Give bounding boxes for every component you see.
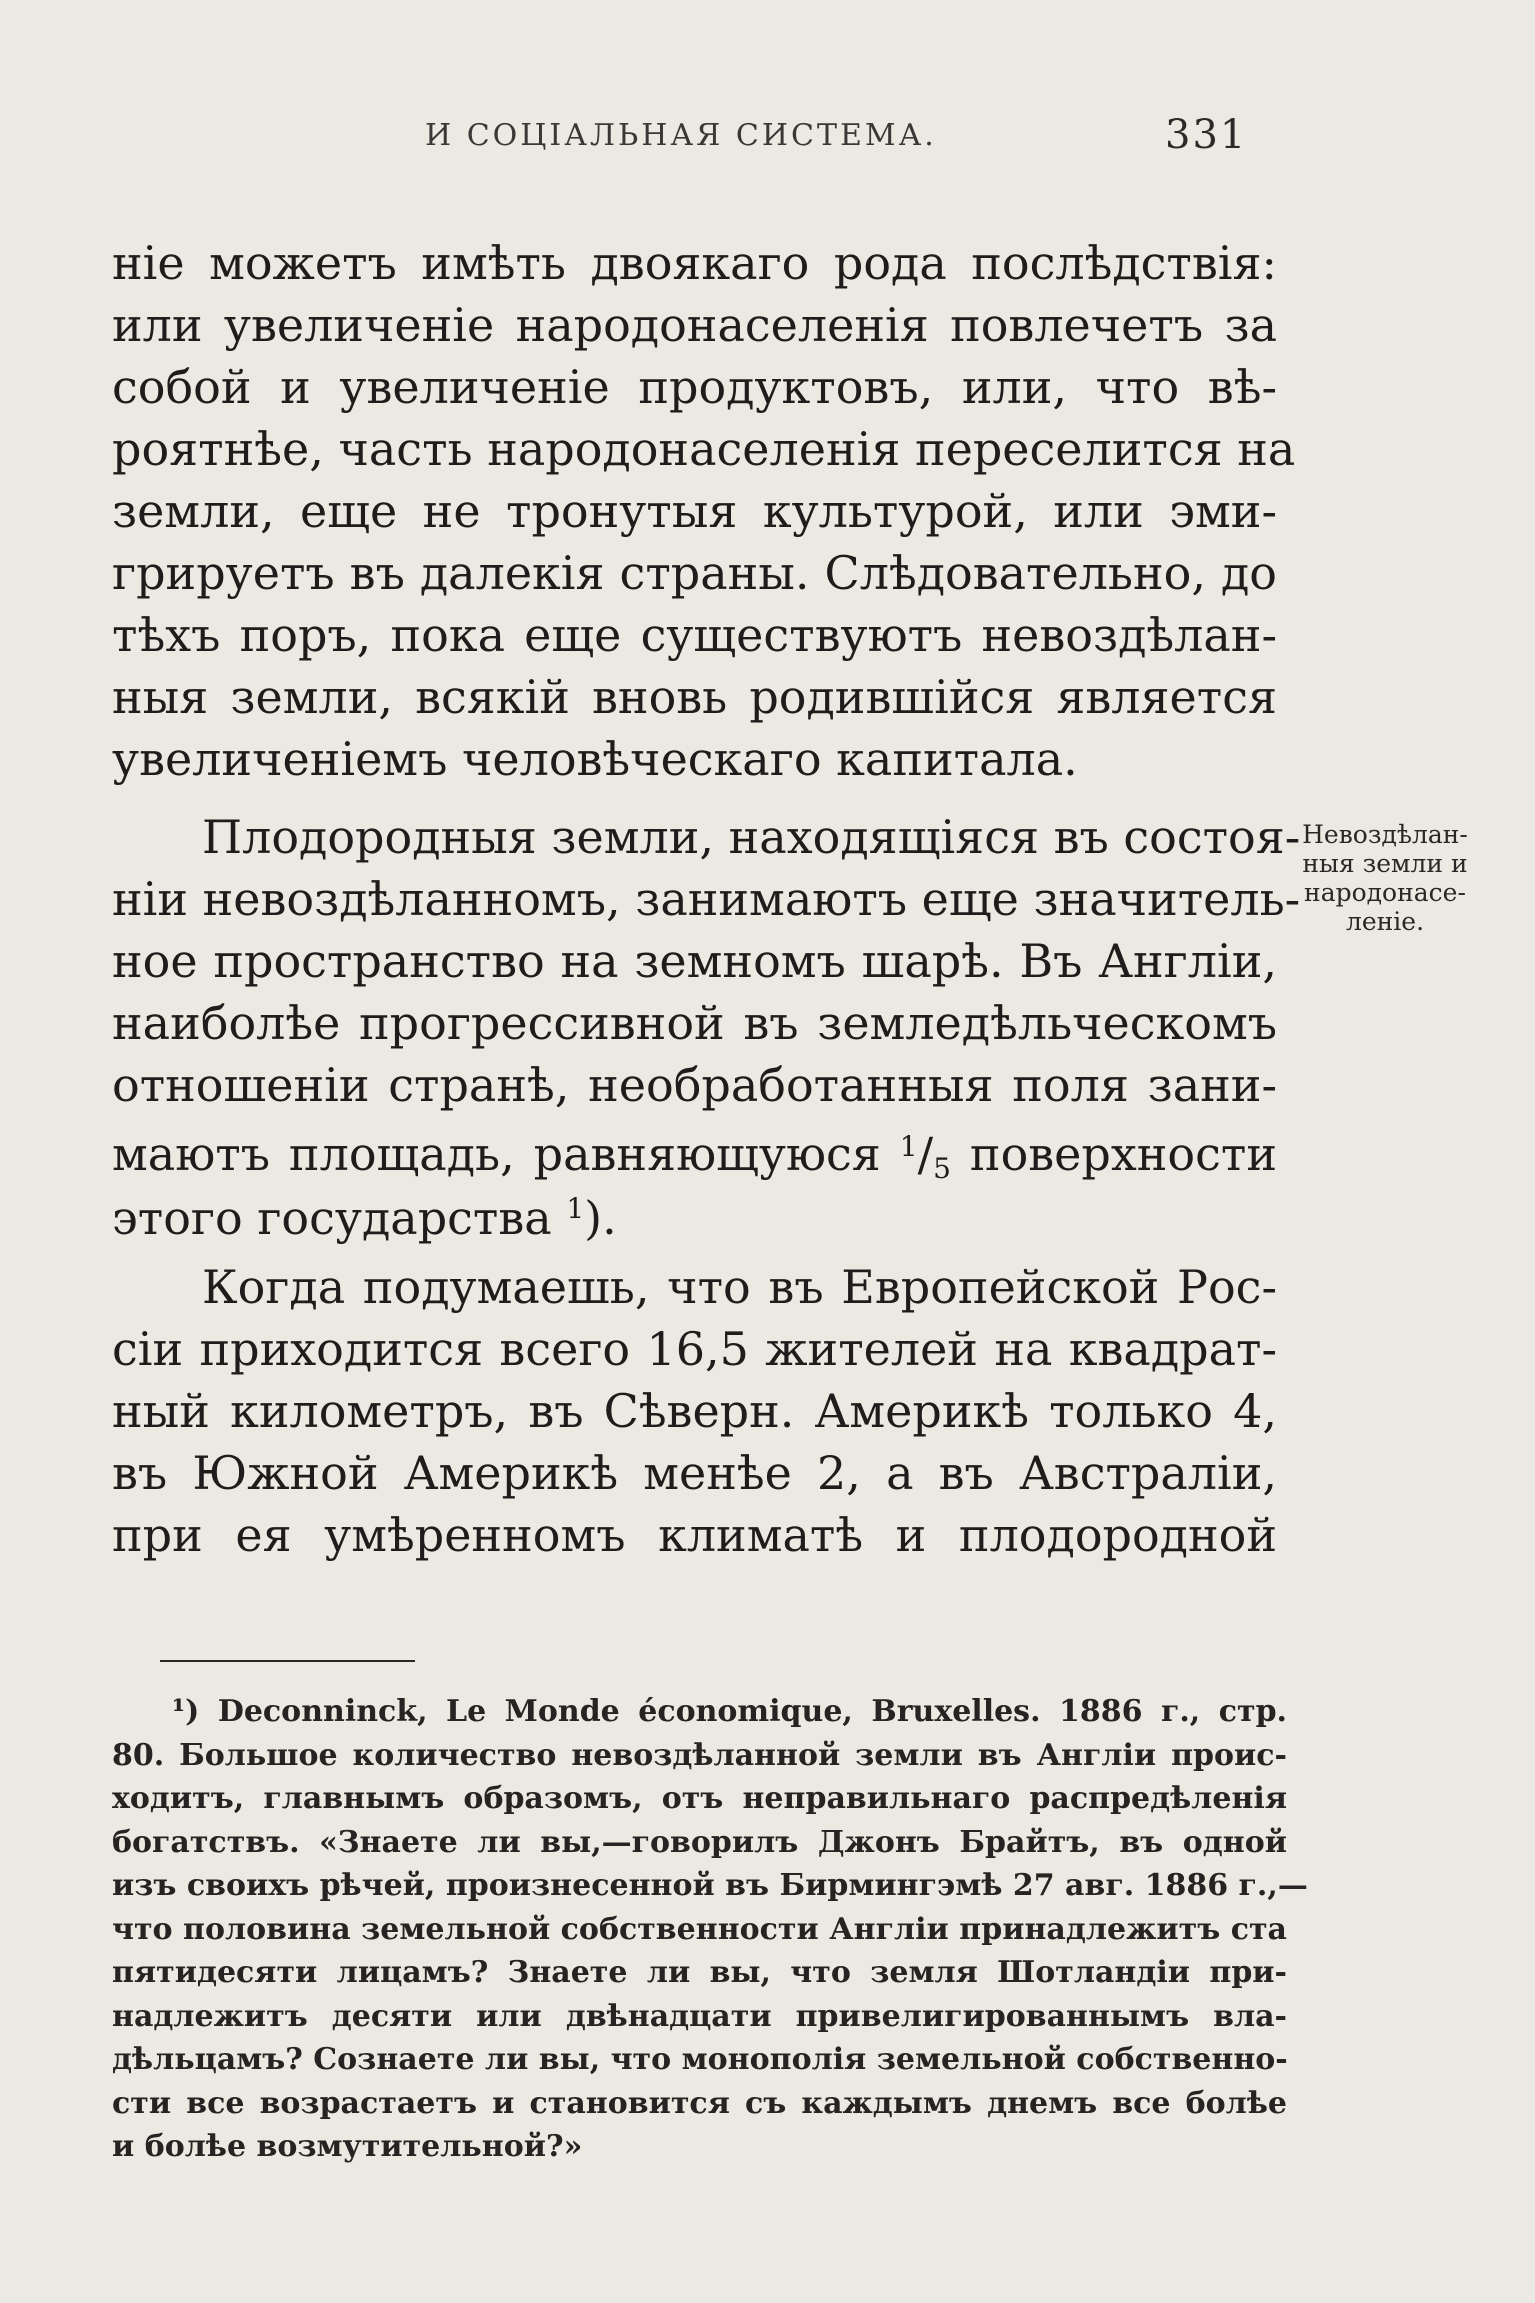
footnote-line: надлежитъ десяти или двѣнадцати привелигированнымъ вла-	[112, 1998, 1287, 2034]
text-line: ніи невоздѣланномъ, занимаютъ еще значитель-	[112, 872, 1301, 926]
footnote-line: дѣльцамъ? Сознаете ли вы, что монополія земельной собственно-	[112, 2042, 1288, 2077]
margin-note	[1265, 820, 1505, 936]
text-line: или увеличеніе народонаселенія повлечетъ за	[112, 298, 1277, 352]
text-line: ное пространство на земномъ шарѣ. Въ Англіи,	[112, 934, 1277, 988]
footnote-line: сти все возрастаетъ и становится съ каждымъ днемъ все болѣе	[112, 2085, 1287, 2121]
text-line: сіи приходится всего 16,5 жителей на квадрат-	[112, 1322, 1277, 1376]
footnote-line: 80. Большое количество невоздѣланной земли въ Англіи проис-	[112, 1737, 1287, 1773]
closing-line-text: этого государства	[112, 1191, 552, 1245]
fraction-line-after: поверхности	[969, 1127, 1277, 1181]
text-line: ныя земли, всякій вновь родившійся является	[112, 670, 1277, 724]
footnote-line: богатствъ. «Знаете ли вы,—говорилъ Джонъ Брайтъ, въ одной	[112, 1824, 1287, 1860]
text-line: тѣхъ поръ, пока еще существуютъ невоздѣлан-	[112, 608, 1277, 662]
text-line: въ Южной Америкѣ менѣе 2, а въ Австраліи,	[112, 1446, 1277, 1500]
paragraph-3	[112, 1256, 1277, 1566]
text-line: Когда подумаешь, что въ Европейской Рос-	[202, 1260, 1277, 1314]
text-line: ніе можетъ имѣть двоякаго рода послѣдствія:	[112, 236, 1277, 290]
margin-note-line: Невоздѣлан-	[1302, 820, 1468, 849]
fraction-numerator: 1	[899, 1130, 918, 1163]
text-line: земли, еще не тронутыя культурой, или эми-	[112, 484, 1277, 538]
text-line: грируетъ въ далекія страны. Слѣдовательно, до	[112, 546, 1277, 600]
footnote-line: и болѣе возмутительной?»	[112, 2129, 583, 2164]
text-line: увеличеніемъ человѣческаго капитала.	[112, 732, 1078, 786]
footnote-separator	[160, 1660, 415, 1662]
text-line: роятнѣе, часть народонаселенія переселится на	[112, 422, 1296, 476]
text-line: Плодородныя земли, находящіяся въ состоя-	[202, 810, 1301, 864]
footnote-line: пятидесяти лицамъ? Знаете ли вы, что земля Шотландіи при-	[112, 1955, 1287, 1990]
text-line: наиболѣе прогрессивной въ земледѣльческомъ	[112, 996, 1277, 1050]
fraction-line-before: маютъ площадь, равняющуюся	[112, 1127, 881, 1181]
margin-note-line: ныя земли и	[1302, 849, 1468, 878]
page-number: 331	[1165, 112, 1248, 158]
footnote-mark: 1	[566, 1192, 585, 1225]
footnote-line: ходитъ, главнымъ образомъ, отъ неправильнаго распредѣленія	[112, 1781, 1287, 1816]
margin-note-line: леніе.	[1345, 907, 1425, 936]
running-title: И СОЦІАЛЬНАЯ СИСТЕМА.	[425, 118, 937, 153]
paragraph-1	[112, 232, 1296, 790]
footnote-line: что половина земельной собственности Англіи принадлежитъ ста	[112, 1911, 1287, 1947]
text-line-with-footnote-mark	[112, 1178, 1277, 1245]
closing-line-end: ).	[584, 1191, 617, 1245]
text-line: отношеніи странѣ, необработанныя поля зани-	[112, 1058, 1277, 1112]
fraction-denominator: 5	[933, 1152, 951, 1185]
footnote-line: ¹) Deconninck, Le Monde économique, Bruxelles. 1886 г., стр.	[172, 1694, 1287, 1729]
margin-note-line: народонасе-	[1304, 878, 1466, 907]
text-line: собой и увеличеніе продуктовъ, или, что вѣ-	[112, 360, 1277, 414]
text-line: ный километръ, въ Сѣверн. Америкѣ только 4,	[112, 1384, 1277, 1438]
main-text	[112, 232, 1301, 1566]
footnote-line: изъ своихъ рѣчей, произнесенной въ Бирмингэмѣ 27 авг. 1886 г.,—	[112, 1868, 1308, 1903]
paragraph-2	[112, 806, 1301, 1245]
footnote	[112, 1690, 1308, 2169]
fraction-slash: /	[917, 1127, 934, 1181]
text-line: при ея умѣренномъ климатѣ и плодородной	[112, 1508, 1277, 1562]
text-line-with-fraction	[112, 1116, 1277, 1185]
